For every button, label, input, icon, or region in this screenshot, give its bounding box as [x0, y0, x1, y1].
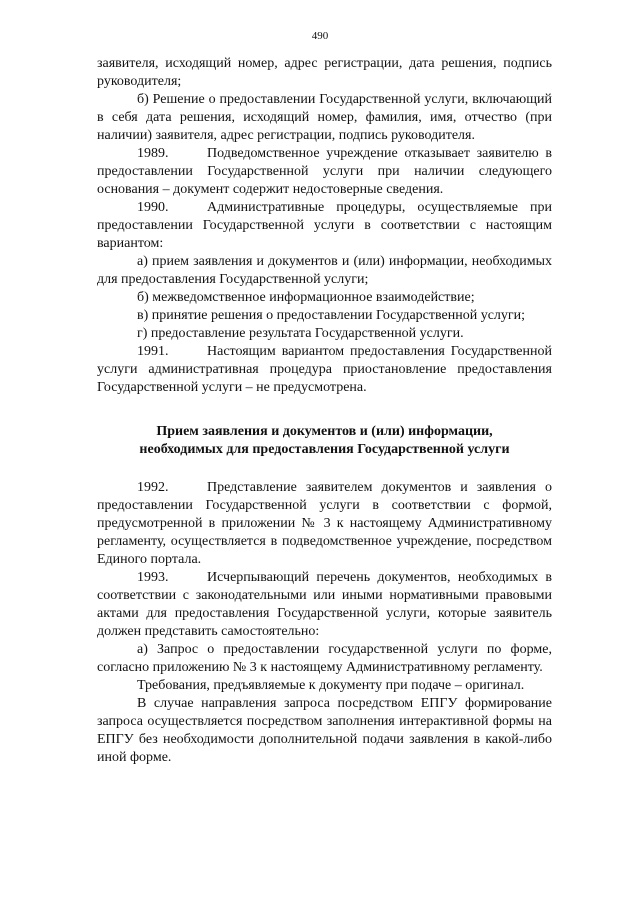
paragraph: а) прием заявления и документов и (или) информации, необходимых для предоставления Государственной услуги; — [97, 254, 552, 287]
paragraph: в) принятие решения о предоставлении Государственной услуги; — [137, 308, 526, 323]
paragraph: г) предоставление результата Государственной услуги. — [137, 326, 464, 341]
paragraph: б) межведомственное информационное взаимодействие; — [137, 290, 475, 305]
page-number: 490 — [311, 30, 329, 42]
paragraph: Требования, предъявляемые к документу при подаче – оригинал. — [137, 678, 525, 693]
paragraph-text: Исчерпывающий перечень документов, необходимых в соответствии с законодательными или иными нормативными правовыми актами для предоставления Государственной услуги, которые заявитель должен представить самостоятельно: — [97, 570, 552, 639]
paragraph — [97, 145, 552, 199]
paragraphs-top — [97, 55, 552, 397]
paragraph-text: Настоящим вариантом предоставления Государственной услуги административная процедура приостановление предоставления Государственной услуги – не предусмотрена. — [97, 344, 552, 395]
paragraph-text: Административные процедуры, осуществляемые при предоставлении Государственной услуги в соответствии с настоящим вариантом: — [97, 200, 552, 251]
document-body — [97, 55, 552, 767]
paragraphs-bottom — [97, 479, 552, 767]
paragraph: а) Запрос о предоставлении государственной услуги по форме, согласно приложению № 3 к настоящему Административному регламенту. — [97, 642, 552, 675]
paragraph: заявителя, исходящий номер, адрес регистрации, дата решения, подпись руководителя; — [97, 56, 552, 89]
paragraph-text: Представление заявителем документов и заявления о предоставлении Государственной услуги в соответствии с формой, предусмотренной в приложении № 3 к настоящему Административному регламенту, осуществляется в подведомственное учреждение, посредством Единого портала. — [97, 480, 552, 567]
paragraph-text: Подведомственное учреждение отказывает заявителю в предоставлении Государственной услуги при наличии следующего основания – документ содержит недостоверные сведения. — [97, 146, 552, 197]
paragraph-number: 1989. — [137, 146, 169, 161]
paragraph — [97, 199, 552, 253]
section-heading — [97, 423, 552, 459]
section-heading-line-1: Прием заявления и документов и (или) информации, — [156, 424, 493, 439]
paragraph: В случае направления запроса посредством ЕПГУ формирование запроса осуществляется посредством заполнения интерактивной формы на ЕПГУ без необходимости дополнительной подачи заявления в какой-либо иной форме. — [97, 696, 552, 765]
paragraph — [97, 479, 552, 569]
paragraph: б) Решение о предоставлении Государственной услуги, включающий в себя дата решения, исходящий номер, фамилия, имя, отчество (при наличии) заявителя, адрес регистрации, подпись руководителя. — [97, 92, 552, 143]
paragraph-number: 1993. — [137, 570, 169, 585]
section-heading-line-2: необходимых для предоставления Государственной услуги — [139, 442, 510, 457]
paragraph-number: 1990. — [137, 200, 169, 215]
paragraph-number: 1992. — [137, 480, 169, 495]
paragraph — [97, 343, 552, 397]
paragraph-number: 1991. — [137, 344, 169, 359]
paragraph — [97, 569, 552, 641]
